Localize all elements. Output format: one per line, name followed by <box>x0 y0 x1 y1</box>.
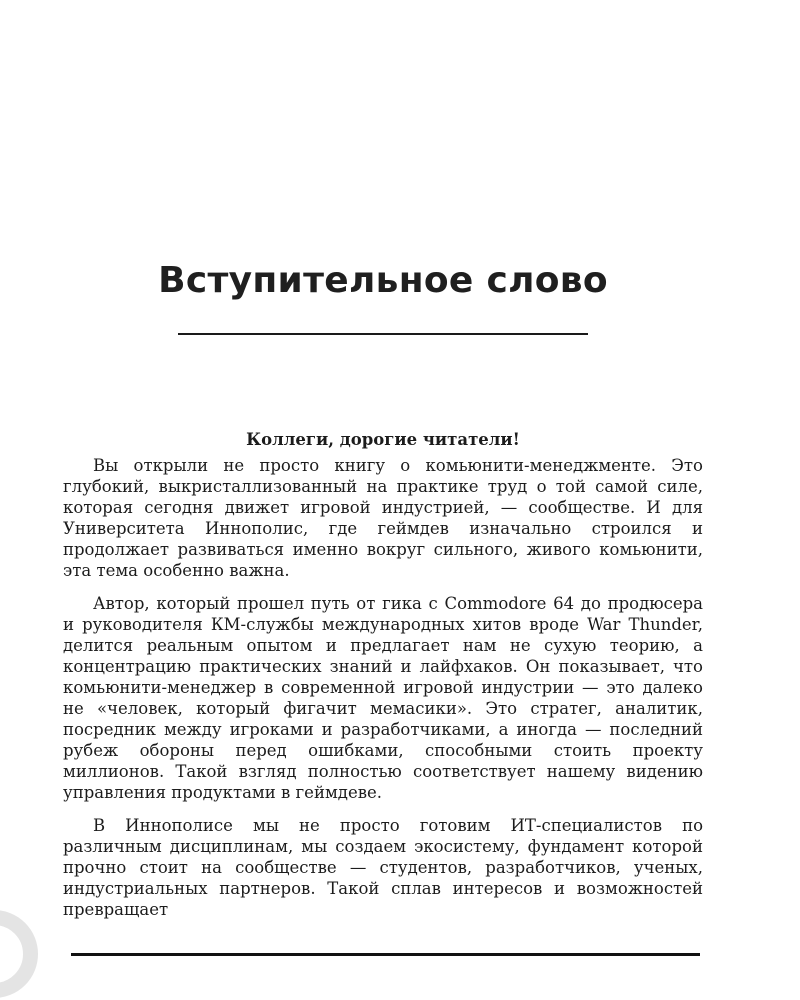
chapter-title: Вступительное слово <box>158 260 608 301</box>
footer-rule <box>71 953 700 956</box>
title-underline-rule <box>178 333 588 335</box>
page-content <box>63 0 703 920</box>
paragraph-1: Вы открыли не просто книгу о комьюнити-менеджменте. Это глубокий, выкристаллизованный на практике труд о той самой силе, которая сегодня движет игровой индустрией, — сообществе. И для Университета Иннополис, где геймдев изначально строился и продолжает развиваться именно вокруг сильного, живого комьюнити, эта тема особенно важна. <box>63 456 703 580</box>
decorative-ring <box>0 910 38 998</box>
salutation-line: Коллеги, дорогие читатели! <box>246 430 520 449</box>
paragraph-3: В Иннополисе мы не просто готовим ИТ-специалистов по различным дисциплинам, мы создаем экосистему, фундамент которой прочно стоит на сообществе — студентов, разработчиков, ученых, индустриальных партнеров. Такой сплав интересов и возможностей превращает <box>63 816 703 919</box>
paragraph-2: Автор, который прошел путь от гика с Commodore 64 до продюсера и руководителя КМ-службы международных хитов вроде War Thunder, делится реальным опытом и предлагает нам не сухую теорию, а концентрацию практических знаний и лайфхаков. Он показывает, что комьюнити-менеджер в современной игровой индустрии — это далеко не «человек, который фигачит мемасики». Это стратег, аналитик, посредник между игроками и разработчиками, а иногда — последний рубеж обороны перед ошибками, способными стоить проекту миллионов. Такой взгляд полностью соответствует нашему видению управления продуктами в геймдеве. <box>63 594 703 802</box>
